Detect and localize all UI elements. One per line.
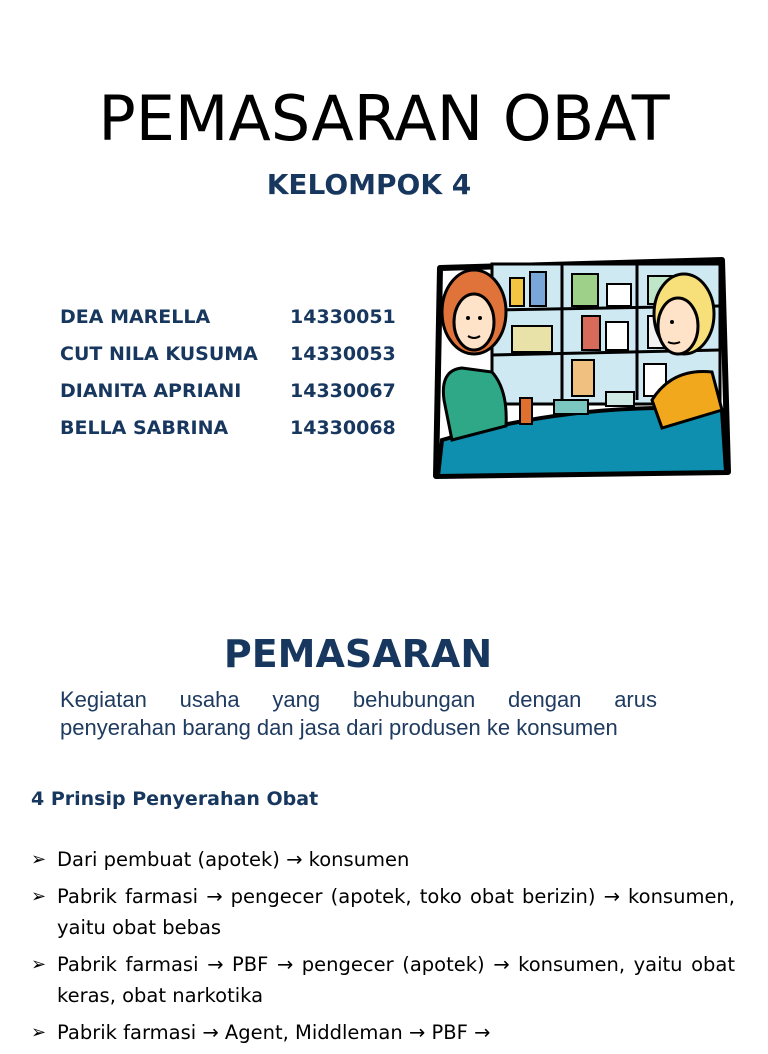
list-item — [31, 881, 735, 943]
list-item-text: Pabrik farmasi → pengecer (apotek, toko obat berizin) → konsumen, yaitu obat bebas — [57, 885, 735, 939]
slide-subtitle: KELOMPOK 4 — [266, 168, 472, 201]
principles-list — [31, 844, 735, 1054]
list-item — [31, 1017, 735, 1048]
member-name: DIANITA APRIANI — [60, 380, 242, 402]
definition-line: penyerahan barang dan jasa dari produsen ke konsumen — [60, 715, 618, 740]
definition-line: Kegiatan usaha yang behubungan dengan arus — [60, 687, 657, 712]
member-id: 14330068 — [290, 417, 396, 439]
member-name: DEA MARELLA — [60, 306, 211, 328]
section-title: PEMASARAN — [223, 632, 493, 676]
slide-content — [0, 560, 768, 1044]
list-item — [31, 844, 735, 875]
list-item-text: Dari pembuat (apotek) → konsumen — [57, 848, 410, 871]
definition-text — [60, 686, 657, 742]
member-name: BELLA SABRINA — [60, 417, 229, 439]
member-id: 14330051 — [290, 306, 396, 328]
principles-heading: 4 Prinsip Penyerahan Obat — [31, 788, 319, 810]
arrow-bullet-icon: ➢ — [31, 1022, 47, 1043]
arrow-bullet-icon: ➢ — [31, 849, 47, 870]
list-item-text: Pabrik farmasi → Agent, Middleman → PBF → — [57, 1021, 491, 1044]
list-item-text: Pabrik farmasi → PBF → pengecer (apotek) → konsumen, yaitu obat keras, obat narkotika — [57, 953, 735, 1007]
member-id: 14330053 — [290, 343, 396, 365]
slide-title-heading: PEMASARAN OBAT — [98, 82, 670, 155]
member-id: 14330067 — [290, 380, 396, 402]
arrow-bullet-icon: ➢ — [31, 886, 47, 907]
arrow-bullet-icon: ➢ — [31, 954, 47, 975]
list-item — [31, 949, 735, 1011]
member-name: CUT NILA KUSUMA — [60, 343, 258, 365]
pharmacy-illustration — [422, 250, 734, 482]
